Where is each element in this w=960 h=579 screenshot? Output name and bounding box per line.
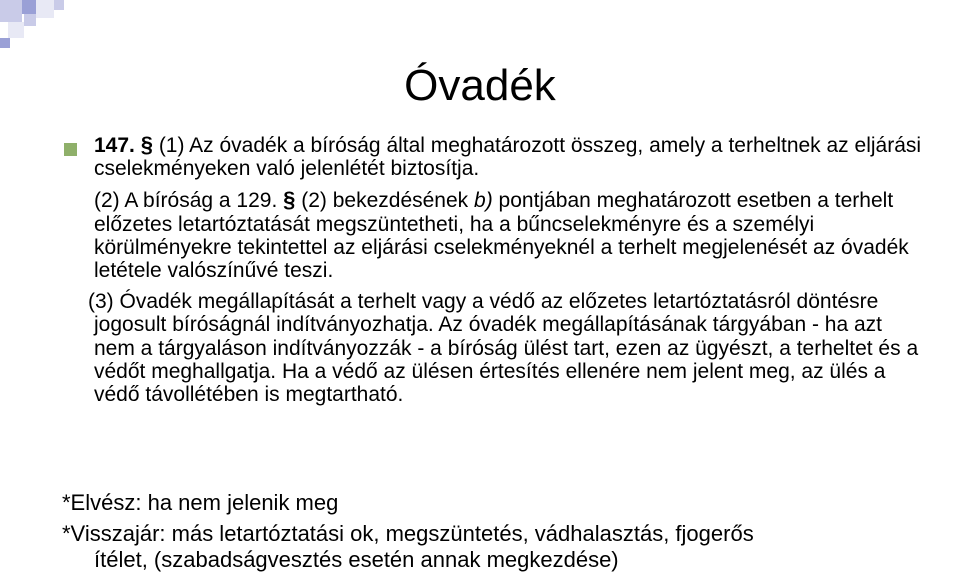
paragraph-3-text: (3) Óvadék megállapítását a terhelt vagy a védő az előzetes letartóztatásról döntésre jogosult bíróságnál indítványozhatja. Az óvadék megállapításának tárgyában - ha azt nem a tárgyaláson indítványozzák - a bíróság ülést tart, ezen az ügyészt, a terheltet és a védőt meghallgatja. Ha a védő az ülésen értesítés ellenére nem jelent meg, az ülés a védő távollétében is megtartható. xyxy=(88,290,919,407)
section-symbol: § xyxy=(140,132,153,157)
law-text-block xyxy=(88,132,924,407)
section-symbol: § xyxy=(283,187,296,213)
note-refund-line-1: *Visszajár: más letartóztatási ok, megszüntetés, vádhalasztás, fjogerős xyxy=(62,521,754,546)
deco-square-6 xyxy=(0,38,10,48)
paragraph-1 xyxy=(94,133,924,180)
square-bullet-icon xyxy=(64,143,77,156)
corner-decoration xyxy=(0,0,80,60)
deco-square-1 xyxy=(0,0,22,22)
paragraph-2-text-b: pontjában meghatározott esetben a terhelt előzetes letartóztatását megszüntetheti, ha a bűncselekményre és a személyi körülményekre tekintettel az eljárási cselekményeknél a terhelt megjelenését az óvadék letétele valószínűvé teszi. xyxy=(94,189,909,283)
paragraph-2-text-a: (2) bekezdésének xyxy=(301,189,469,213)
deco-square-3 xyxy=(36,0,54,18)
paragraph-3 xyxy=(88,290,924,407)
note-refund-line-2: ítélet, (szabadságvesztés esetén annak megkezdése) xyxy=(94,547,619,572)
paragraph-2-lead: (2) A bíróság a 129. xyxy=(94,189,278,213)
deco-square-5 xyxy=(24,14,36,26)
slide-title: Óvadék xyxy=(404,61,556,110)
note-forfeit: *Elvész: ha nem jelenik meg xyxy=(62,490,339,515)
deco-square-4 xyxy=(8,22,24,38)
deco-square-2 xyxy=(22,0,36,14)
article-number: 147. xyxy=(94,134,135,157)
notes-block xyxy=(62,490,932,573)
paragraph-2-italic: b) xyxy=(474,189,493,213)
paragraph-1-text: (1) Az óvadék a bíróság által meghatározott összeg, amely a terheltnek az eljárási cselekményeken való jelenlétét biztosítja. xyxy=(94,134,922,181)
paragraph-2 xyxy=(94,188,924,282)
deco-square-7 xyxy=(54,0,64,10)
